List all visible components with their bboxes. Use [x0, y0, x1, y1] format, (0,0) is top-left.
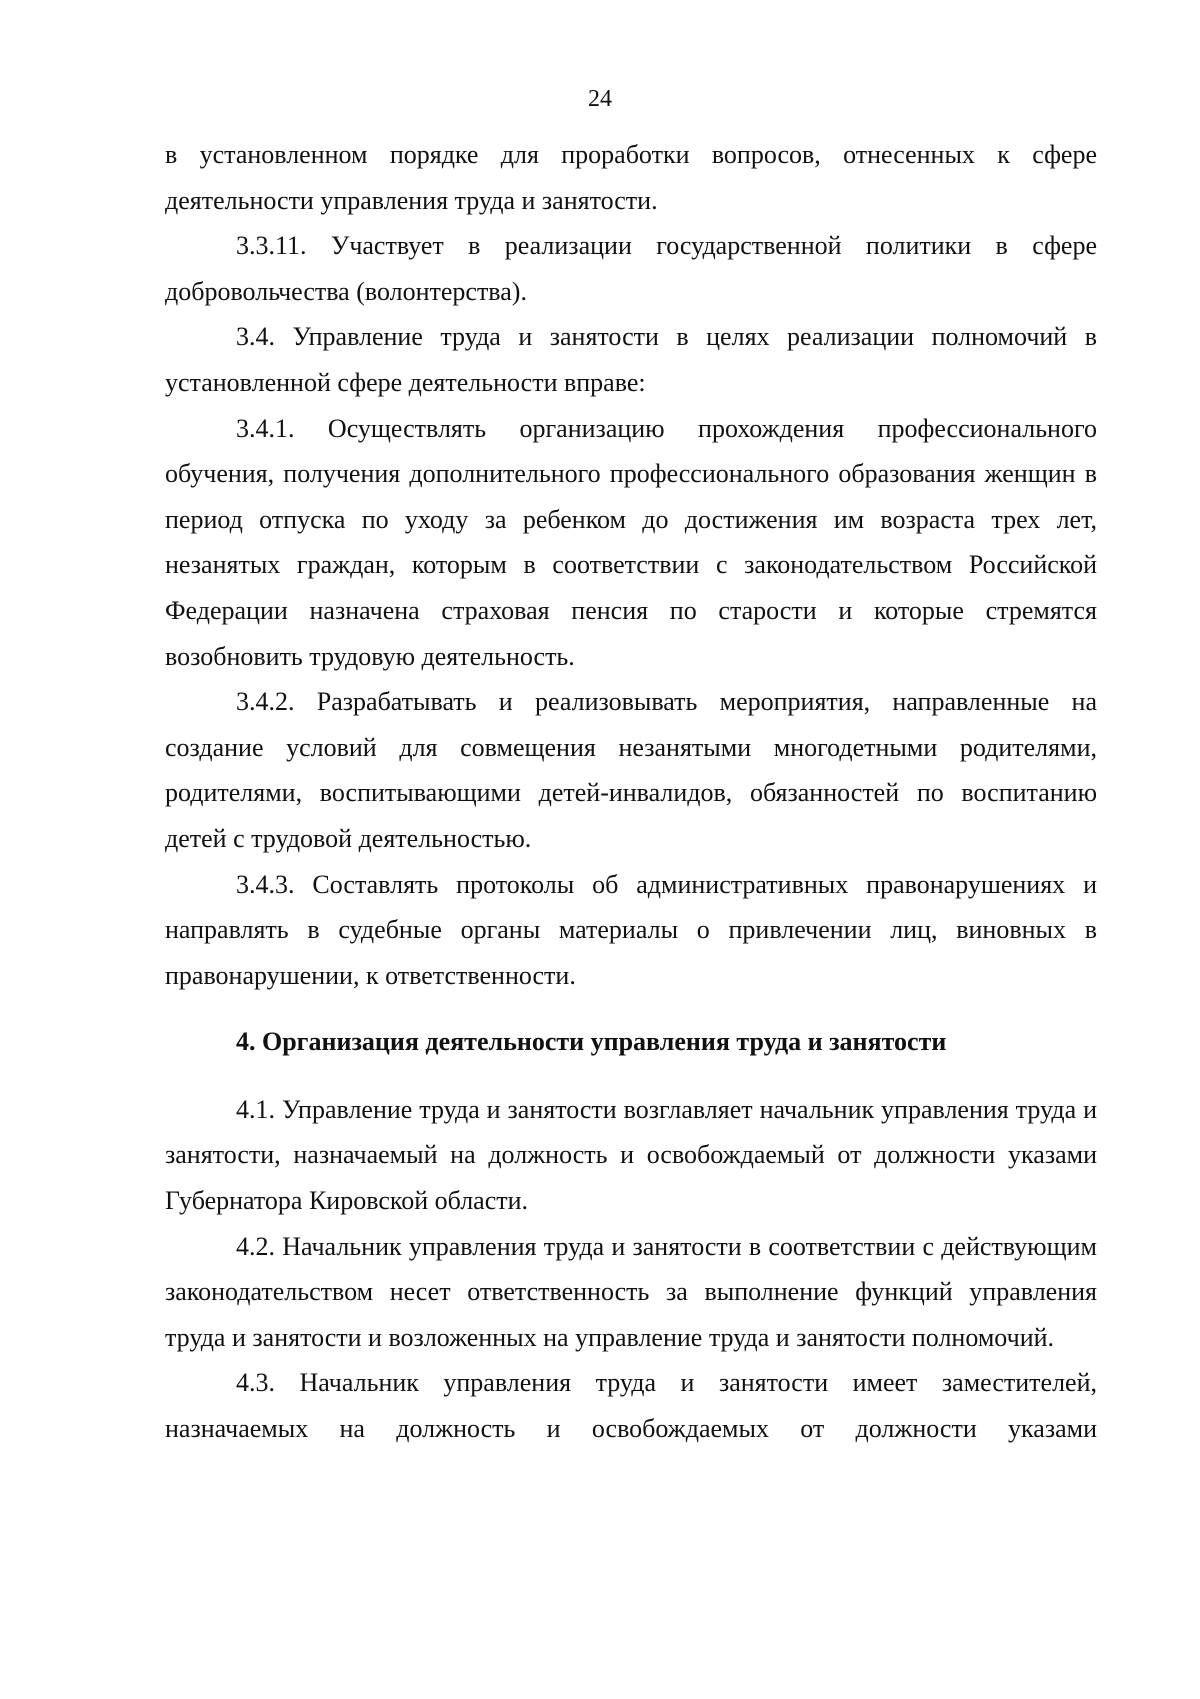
section-heading-4: 4. Организация деятельности управления труда и занятости [236, 1027, 947, 1057]
paragraph-4-1: 4.1. Управление труда и занятости возглавляет начальник управления труда и занятости, назначаемый на должность и освобождаемый от должности указами Губернатора Кировской области. [165, 1094, 1097, 1216]
document-body [165, 132, 1097, 1452]
paragraph-4-2: 4.2. Начальник управления труда и занятости в соответствии с действующим законодательством несет ответственность за выполнение функций управления труда и занятости и возложенных на управление труда и занятости полномочий. [165, 1231, 1097, 1352]
paragraph-3-4-1: 3.4.1. Осуществлять организацию прохождения профессионального обучения, получения дополнительного профессионального образования женщин в период отпуска по уходу за ребенком до достижения им возраста трех лет, незанятых граждан, которым в соответствии с законодательством Российской Федерации назначена страховая пенсия по старости и которые стремятся возобновить трудовую деятельность. [165, 413, 1097, 671]
paragraph-continuation: в установленном порядке для проработки вопросов, отнесенных к сфере деятельности управления труда и занятости. [165, 140, 1097, 215]
paragraph-3-4-3: 3.4.3. Составлять протоколы об административных правонарушениях и направлять в судебные органы материалы о привлечении лиц, виновных в правонарушении, к ответственности. [165, 869, 1097, 990]
paragraph-3-4: 3.4. Управление труда и занятости в целях реализации полномочий в установленной сфере деятельности вправе: [165, 322, 1097, 397]
paragraph-3-4-2: 3.4.2. Разрабатывать и реализовывать мероприятия, направленные на создание условий для совмещения незанятыми многодетными родителями, родителями, воспитывающими детей-инвалидов, обязанностей по воспитанию детей с трудовой деятельностью. [165, 687, 1097, 853]
page-number: 24 [588, 86, 612, 112]
paragraph-3-3-11: 3.3.11. Участвует в реализации государственной политики в сфере добровольчества (волонтерства). [165, 231, 1097, 306]
paragraph-4-3: 4.3. Начальник управления труда и занятости имеет заместителей, назначаемых на должность и освобождаемых от должности указами [165, 1368, 1097, 1444]
